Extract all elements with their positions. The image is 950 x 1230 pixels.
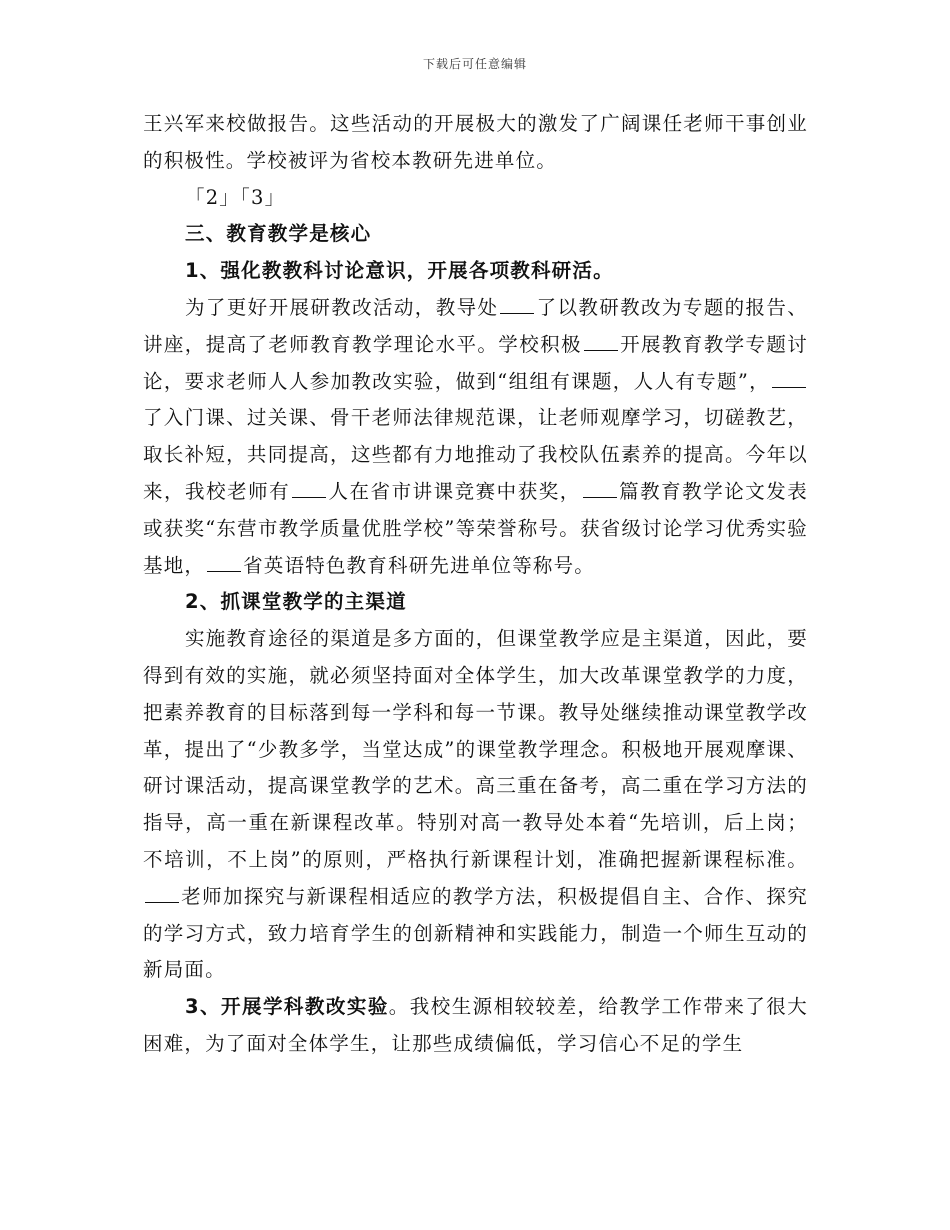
text-segment: 了以教研教改为专题的报告、讲座，提高了老师教育教学理论水平。学校积极	[143, 295, 808, 356]
subheading-classroom-channel: 2、抓课堂教学的主渠道	[185, 590, 407, 614]
text-segment: 了入门课、过关课、骨干老师法律规范课，让老师观摩学习，切磋教艺，取长补短，共同提高，这些都有力地推动了我校队伍素养的提高。今年以来，我校老师有	[143, 406, 808, 503]
text-segment: 省英语特色教育科研先进单位等称号。	[243, 553, 596, 577]
fill-blank	[583, 481, 617, 498]
fill-blank	[207, 555, 241, 572]
text-segment: 开展教育教学专题讨论，要求老师人人参加教改实验，做到“组组有课题，人人有专题”，	[143, 332, 808, 393]
paragraph-activities-result: 王兴军来校做报告。这些活动的开展极大的激发了广阔课任老师干事创业的积极性。学校被评为省校本教研先进单位。	[143, 112, 808, 172]
paragraph-classroom-teaching	[143, 621, 808, 989]
paragraph-subject-reform	[143, 989, 808, 1063]
header-note: 下载后可任意编辑	[422, 57, 527, 71]
fill-blank	[772, 371, 806, 388]
document-body	[143, 106, 808, 1063]
paragraph-research-activities	[143, 290, 808, 584]
text-segment: 老师加探究与新课程相适应的教学方法，积极提倡自主、合作、探究的学习方式，致力培育学生的创新精神和实践能力，制造一个师生互动的新局面。	[143, 884, 808, 982]
fill-blank	[584, 334, 618, 351]
text-segment: 。我校生源相较较差，给教学工作带来了很大困难，为了面对全体学生，让那些成绩偏低，学习信心不足的学生	[143, 995, 808, 1055]
text-segment: 人在省市讲课竞赛中获奖，	[328, 479, 581, 503]
section-heading-teaching-core: 三、教育教学是核心	[185, 222, 372, 246]
fill-blank	[500, 297, 534, 314]
fill-blank	[145, 886, 179, 903]
subheading-research-awareness: 1、强化教教科讨论意识，开展各项教科研活。	[185, 259, 614, 283]
text-segment: 实施教育途径的渠道是多方面的，但课堂教学应是主渠道，因此，要得到有效的实施，就必须坚持面对全体学生，加大改革课堂教学的力度，把素养教育的目标落到每一学科和每一节课。教导处继续推动课堂教学改革，提出了“少教多学，当堂达成”的课堂教学理念。积极地开展观摩课、研讨课活动，提高课堂教学的艺术。高三重在备考，高二重在学习方法的指导，高一重在新课程改革。特别对高一教导处本着“先培训，后上岗；不培训，不上岗”的原则，严格执行新课程计划，准确把握新课程标准。	[143, 627, 808, 871]
text-segment: 篇教育教学论文发表或获奖“东营市教学质量优胜学校”等荣誉称号。获省级讨论学习优秀实验基地，	[143, 479, 808, 577]
inline-heading-subject-reform: 3、开展学科教改实验	[185, 995, 389, 1019]
fill-blank	[292, 481, 326, 498]
text-segment: 为了更好开展研教改活动，教导处	[185, 295, 499, 319]
reference-markers: 「2」「3」	[185, 185, 286, 209]
